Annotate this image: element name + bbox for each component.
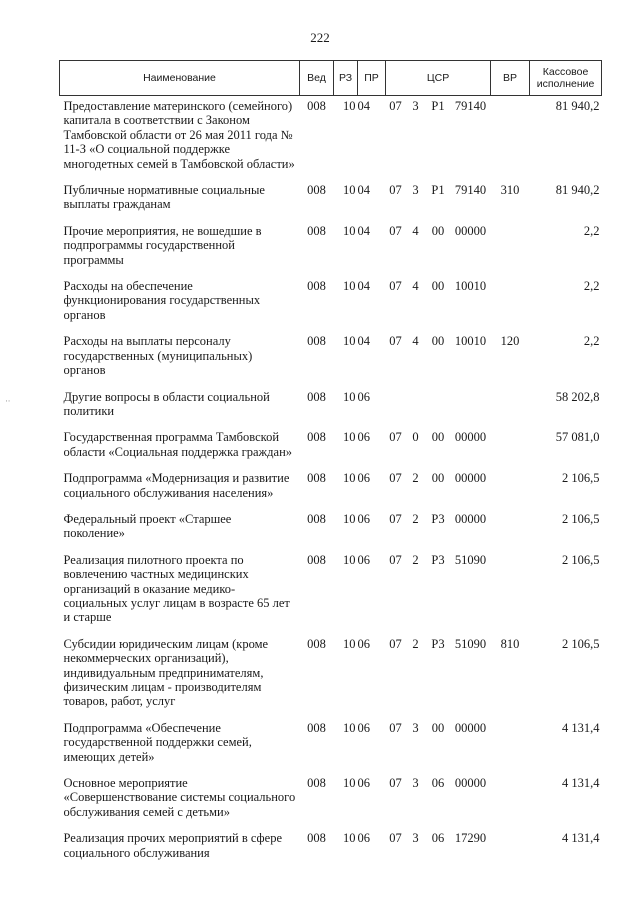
row-rz: 10: [343, 99, 356, 113]
row-csr-subprogram: 2: [412, 636, 419, 651]
row-vr: [491, 468, 530, 509]
row-csr-program: 07: [389, 636, 402, 651]
margin-mark: :: [4, 400, 12, 402]
row-csr-subprogram: 3: [412, 99, 419, 113]
row-csr-subprogram: 2: [412, 511, 419, 526]
row-name: Другие вопросы в области социальной политики: [63, 389, 270, 418]
row-csr-code: 00000: [454, 720, 487, 735]
row-rz: 10: [343, 831, 356, 846]
row-csr-event: [426, 387, 451, 428]
row-amount: 2 106,5: [562, 552, 600, 567]
row-ved: 008: [307, 183, 326, 198]
row-name: Прочие мероприятия, не вошедшие в подпрограммы государственной программы: [63, 223, 262, 267]
page-number: 222: [310, 30, 330, 45]
row-csr-program: 07: [389, 776, 402, 791]
row-csr-code: 00000: [454, 471, 487, 486]
row-name: Расходы на выплаты персоналу государственных (муниципальных) органов: [63, 334, 253, 378]
row-csr-subprogram: 3: [412, 776, 419, 791]
row-ved: 008: [307, 831, 326, 846]
table-row: [60, 550, 602, 634]
table-header-row: [60, 61, 602, 96]
row-csr-event: 00: [431, 720, 445, 735]
row-csr-program: 07: [389, 720, 402, 735]
row-csr-program: 07: [389, 430, 402, 445]
row-pr: 04: [357, 183, 370, 198]
row-amount: 2 106,5: [562, 511, 600, 526]
row-ved: 008: [307, 720, 326, 735]
row-name: Подпрограмма «Обеспечение государственной поддержки семей, имеющих детей»: [63, 720, 252, 764]
row-rz: 10: [343, 334, 356, 349]
budget-table: [59, 60, 602, 869]
row-name: Подпрограмма «Модернизация и развитие социального обслуживания населения»: [63, 471, 290, 500]
row-csr-subprogram: 4: [412, 223, 419, 238]
row-vr: [491, 387, 530, 428]
row-csr-program: 07: [389, 183, 402, 198]
row-vr: [491, 96, 530, 181]
table-row: [60, 427, 602, 468]
row-amount: 2,2: [583, 223, 600, 238]
row-name: Федеральный проект «Старшее поколение»: [63, 511, 232, 541]
row-ved: 008: [307, 99, 326, 113]
row-csr-program: 07: [389, 831, 402, 846]
row-amount: 2 106,5: [562, 471, 600, 486]
row-pr: 06: [357, 636, 370, 651]
row-csr-program: 07: [389, 99, 402, 113]
row-ved: 008: [307, 334, 326, 349]
row-pr: 04: [357, 279, 370, 294]
row-csr-code: 17290: [454, 831, 487, 846]
row-csr-event: P1: [431, 99, 445, 113]
row-pr: 06: [357, 552, 370, 567]
table-row: [60, 331, 602, 386]
row-name: Реализация прочих мероприятий в сфере социального обслуживания: [63, 831, 283, 860]
header-amount: Кассовое исполнение: [530, 61, 602, 96]
row-amount: 81 940,2: [555, 99, 600, 113]
table-row: [60, 180, 602, 221]
table-row: [60, 276, 602, 331]
row-csr-code: 79140: [454, 183, 487, 198]
row-csr-event: P3: [431, 552, 445, 567]
row-amount: 2 106,5: [562, 636, 600, 651]
table-row: [60, 221, 602, 276]
row-csr-code: 00000: [454, 776, 487, 791]
row-vr: 310: [500, 183, 520, 198]
row-ved: 008: [307, 636, 326, 651]
header-pr: ПР: [358, 61, 386, 96]
row-csr-event: 00: [431, 430, 445, 445]
row-csr-program: 07: [389, 511, 402, 526]
row-name: Основное мероприятие «Совершенствование системы социального обслуживания семей с детьми»: [63, 776, 296, 819]
row-pr: 06: [357, 720, 370, 735]
row-pr: 06: [357, 430, 370, 445]
row-vr: 120: [500, 334, 520, 349]
row-name: Государственная программа Тамбовской области «Социальная поддержка граждан»: [63, 430, 293, 459]
row-csr-subprogram: 2: [412, 552, 419, 567]
row-vr: [491, 773, 530, 828]
row-csr-subprogram: 3: [412, 183, 419, 198]
row-csr-event: P3: [431, 636, 445, 651]
table-row: [60, 718, 602, 773]
row-vr: [491, 427, 530, 468]
row-rz: 10: [343, 511, 356, 526]
row-csr-event: 00: [431, 334, 445, 349]
table-row: [60, 509, 602, 550]
table-row: [60, 96, 602, 181]
row-ved: 008: [307, 776, 326, 791]
row-csr-code: 10010: [454, 334, 487, 349]
row-csr-subprogram: 4: [412, 279, 419, 294]
row-pr: 06: [357, 389, 370, 404]
row-csr-code: 00000: [454, 430, 487, 445]
table-row: [60, 634, 602, 718]
row-rz: 10: [343, 430, 356, 445]
table-row: [60, 387, 602, 428]
row-amount: 2,2: [583, 279, 600, 294]
row-name: Расходы на обеспечение функционирования государственных органов: [63, 279, 261, 322]
header-vr: ВР: [491, 61, 530, 96]
row-pr: 04: [357, 223, 370, 238]
row-name: Субсидии юридическим лицам (кроме некоммерческих организаций), индивидуальным предпринимателям, физическим лицам - производителям товаров, работ, услуг: [63, 636, 269, 709]
table-body: [60, 96, 602, 870]
row-ved: 008: [307, 511, 326, 526]
row-csr-program: 07: [389, 552, 402, 567]
row-csr-code: 00000: [454, 511, 487, 526]
row-pr: 06: [357, 471, 370, 486]
row-rz: 10: [343, 183, 356, 198]
row-vr: [491, 550, 530, 634]
row-csr-subprogram: [406, 387, 426, 428]
row-amount: 4 131,4: [562, 831, 600, 846]
row-csr-event: 06: [431, 776, 445, 791]
row-rz: 10: [343, 389, 356, 404]
row-amount: 4 131,4: [562, 776, 600, 791]
row-vr: [491, 828, 530, 869]
row-ved: 008: [307, 389, 326, 404]
row-csr-program: 07: [389, 223, 402, 238]
row-csr-program: 07: [389, 334, 402, 349]
header-csr: ЦСР: [386, 61, 491, 96]
row-rz: 10: [343, 279, 356, 294]
row-csr-event: 00: [431, 223, 445, 238]
row-csr-event: 00: [431, 279, 445, 294]
header-ved: Вед: [300, 61, 334, 96]
header-rz: РЗ: [334, 61, 358, 96]
row-pr: 04: [357, 99, 370, 113]
row-csr-subprogram: 3: [412, 720, 419, 735]
table-row: [60, 468, 602, 509]
row-csr-code: 00000: [454, 223, 487, 238]
row-csr-program: [386, 387, 406, 428]
row-ved: 008: [307, 430, 326, 445]
row-amount: 4 131,4: [562, 720, 600, 735]
row-csr-event: P1: [431, 183, 445, 198]
row-vr: [491, 221, 530, 276]
row-amount: 57 081,0: [555, 430, 600, 445]
row-ved: 008: [307, 471, 326, 486]
row-name: Предоставление материнского (семейного) капитала в соответствии с Законом Тамбовской области от 26 мая 2011 года № 11-З «О социальной поддержке многодетных семей в Тамбовской области»: [63, 99, 295, 171]
row-csr-subprogram: 4: [412, 334, 419, 349]
row-rz: 10: [343, 223, 356, 238]
row-name: Публичные нормативные социальные выплаты гражданам: [63, 183, 265, 212]
row-csr-subprogram: 3: [412, 831, 419, 846]
row-amount: 81 940,2: [555, 183, 600, 198]
row-pr: 06: [357, 776, 370, 791]
table-row: [60, 773, 602, 828]
row-ved: 008: [307, 279, 326, 294]
table-row: [60, 828, 602, 869]
row-vr: [491, 276, 530, 331]
row-csr-code: 10010: [454, 279, 487, 294]
row-csr-subprogram: 2: [412, 471, 419, 486]
row-name: Реализация пилотного проекта по вовлечению частных медицинских организаций в оказание медико-социальных услуг лицам в возрасте 65 лет и старше: [63, 552, 290, 625]
row-csr-program: 07: [389, 279, 402, 294]
row-pr: 04: [357, 334, 370, 349]
row-rz: 10: [343, 636, 356, 651]
row-ved: 008: [307, 552, 326, 567]
row-pr: 06: [357, 511, 370, 526]
row-rz: 10: [343, 776, 356, 791]
row-amount: 58 202,8: [555, 389, 600, 404]
row-rz: 10: [343, 720, 356, 735]
header-name: Наименование: [60, 61, 300, 96]
row-csr-event: P3: [431, 511, 445, 526]
row-rz: 10: [343, 471, 356, 486]
row-csr-code: 51090: [454, 636, 487, 651]
row-csr-code: 79140: [454, 99, 487, 113]
row-vr: [491, 718, 530, 773]
row-rz: 10: [343, 552, 356, 567]
row-vr: [491, 509, 530, 550]
row-ved: 008: [307, 223, 326, 238]
row-csr-code: 51090: [454, 552, 487, 567]
row-csr-code: [451, 387, 491, 428]
row-csr-event: 06: [431, 831, 445, 846]
row-pr: 06: [357, 831, 370, 846]
row-csr-event: 00: [431, 471, 445, 486]
row-csr-program: 07: [389, 471, 402, 486]
row-amount: 2,2: [583, 334, 600, 349]
row-csr-subprogram: 0: [412, 430, 419, 445]
row-vr: 810: [500, 636, 520, 651]
